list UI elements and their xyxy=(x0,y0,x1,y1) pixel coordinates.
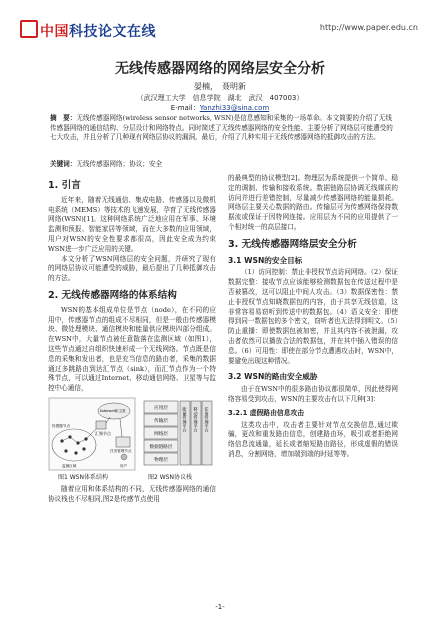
site-header xyxy=(20,20,420,42)
logo-text-a: 中国 xyxy=(40,24,69,40)
fig1-label-task: 任务管理节点 xyxy=(110,448,132,453)
figures-row xyxy=(48,397,216,485)
section-2-heading: 2. 无线传感器网络的体系结构 xyxy=(48,289,177,301)
paper-title: 无线传感器网络的网络层安全分析 xyxy=(115,61,325,77)
fig1-label-internet: Internet和卫星 xyxy=(100,408,126,413)
stack-layer-label: 传输层 xyxy=(154,418,168,424)
section-3-2-1-paragraph: 这类攻击中，攻击者主要针对节点交换信息,通过欺骗，更改和重发路由信息，创建路由环，吸引或者拒绝网络信息流通量，延长或者缩短路由路径，形成虚假的错误消息，分割网络，增加端到端的时延等等。 xyxy=(228,420,398,458)
section-1-paragraph-2: 本文分析了WSN网络层的安全问题，并研究了现有的网络层协议可能遭受的威胁，最后提出了几种抵御攻击的方法。 xyxy=(48,254,216,283)
right-column xyxy=(228,174,398,460)
email-label: E-mail： xyxy=(170,104,200,112)
stack-layer-label: 物理层 xyxy=(154,457,168,463)
figure-1-wsn-architecture xyxy=(48,397,136,471)
keywords-label: 关键词： xyxy=(50,160,77,168)
email-link[interactable]: Yanzhi33@sina.com xyxy=(199,104,270,112)
site-url[interactable]: http://www.paper.edu.cn xyxy=(319,23,418,32)
logo-text-b: 科技论文在线 xyxy=(69,24,156,40)
section-3-1-paragraph: （1）访问控制：禁止非授权节点访问网络。（2）保证数据完整：接收节点应该能够检测数据包在传送过程中是否被篡改，这可以阻止中间人攻击。（3）数据保密性：禁止非授权节点知晓数据包的内容，由于共享无线信道，这非常容易易窃听到传送中的数据包。（4）语义安全：即使得到同一数据包的多个密文，窃听者也无法得到明文。（5）防止重播：即使数据包被加密，并且其内容不被泄漏，攻击者依然可以播放合法的数据包，并在其中插入错误的信息。（6）可用性：即使在部分节点遭遇攻击时，WSN中，要避免出现这种情况。 xyxy=(228,268,398,365)
stack-plane-label: 移动管理平台 xyxy=(193,406,199,433)
user-icon xyxy=(121,454,127,460)
section-3-2-1-heading: 3.2.1 虚假路由信息攻击 xyxy=(228,408,305,417)
keywords xyxy=(50,158,394,168)
figure-1-caption: 图1 WSN体系结构 xyxy=(58,473,108,481)
abstract-label: 摘 要： xyxy=(50,114,77,122)
section-3-heading: 3. 无线传感器网络层安全分析 xyxy=(228,238,357,250)
section-3-2-paragraph: 由于在WSN中的很多路由协议都很简单，因此使得网络容易受到攻击，WSN的主要攻击有以下几种[3]： xyxy=(228,385,398,403)
section-2-paragraph-2: 随着应用和体系结构的不同，无线传感器网络的通信协议栈也不尽相同,图2是传感节点使用 xyxy=(48,484,216,503)
abstract-text: 无线传感器网络(wireless sensor networks, WSN)是信息感知和采集的一场革命。本文简要的介绍了无线传感器网络的通信结构、分层设计和网络特点。同时简述了无线传感器网络的安全性能、主要分析了网络层可能遭受的七大攻击，并且分析了几种现有网络层协议的漏洞，最后，介绍了几种实用于无线传感器网络的抵御攻击的方法。 xyxy=(50,114,393,142)
fig1-label-user: 用户 xyxy=(120,463,128,468)
paper-email-line xyxy=(20,103,420,113)
section-1-heading: 1. 引言 xyxy=(48,180,81,191)
keywords-text: 无线传感器网络；协议；安全 xyxy=(76,160,163,168)
figure-2-protocol-stack xyxy=(142,397,214,471)
page-number: -1- xyxy=(215,603,225,611)
section-2-paragraph-3: 的最典型的协议模型[2]。物理层为系统提供一个简单、稳定的调制、传输和接收系统。数据链路层协调无线媒质的访问并进行差错控制，尽量减少传感器网络的能量损耗。网络层主要关心数据的路由。传输层可为传感网络保持数据流或保证于因特网连接。应用层为不同的应用提供了一个相对统一的高层接口。 xyxy=(228,174,398,231)
stack-layer-label: 网络层 xyxy=(154,431,168,437)
figure-2-caption: 图2 WSN协议栈 xyxy=(148,473,192,481)
section-3-2-heading: 3.2 WSN的路由安全威胁 xyxy=(228,372,318,382)
stack-layer-label: 应用层 xyxy=(154,405,168,411)
left-column xyxy=(48,174,216,505)
fig1-label-sink: 汇聚节点 xyxy=(95,430,111,436)
fig1-label-area: 监测区域 xyxy=(62,463,77,468)
section-3-1-heading: 3.1 WSN的安全目标 xyxy=(228,255,303,265)
stack-plane-label: 任务管理平台 xyxy=(204,406,210,433)
paper-authors: 晏楠， 聂明新 xyxy=(194,82,246,91)
section-2-paragraph-1: WSN的基本组成单位是节点（node），在不同的应用中，传感器节点的组成不尽相同，但是一般由传感器模块、微处理模块、通信模块和能量供应模块四部分组成。在WSN中，大量节点被任意散落在监测区域（如图1），这些节点通过自组织快速形成一个无线网络。节点既是信息的采集和发出者，也是充当信息的路由者，采集的数据通过多跳路由到达汇节点（sink），而汇节点作为一个特殊节点，可以通过Internet、移动通信网络、卫星等与监控中心通信， xyxy=(48,305,216,393)
sink-node-box xyxy=(96,421,106,429)
fig1-label-sensor: 传感器节点 xyxy=(52,423,70,428)
stack-layer-label: 数据链路层 xyxy=(149,444,173,450)
paper-affiliation: （武汉理工大学 信息学院 湖北 武汉 407003） xyxy=(136,94,304,102)
section-1-paragraph-1: 近年来，随着无线通信、集成电路、传感器以及微机电系统（MEMS）等技术的飞速发展，孕育了无线传感器网络(WSN)[1]。这种网络系统广泛地应用在军事、环境监测和预报、智能家居等领域，而在大多数的应用领域，用户对WSN的安全性要求都很高，因此安全成为约束WSN进一步广泛应用的关键。 xyxy=(48,195,216,253)
task-node-box xyxy=(116,437,130,447)
logo-mark-icon xyxy=(20,20,38,38)
stack-plane-label: 能量管理平台 xyxy=(182,406,188,433)
site-logo[interactable] xyxy=(20,20,156,41)
abstract xyxy=(50,114,394,143)
